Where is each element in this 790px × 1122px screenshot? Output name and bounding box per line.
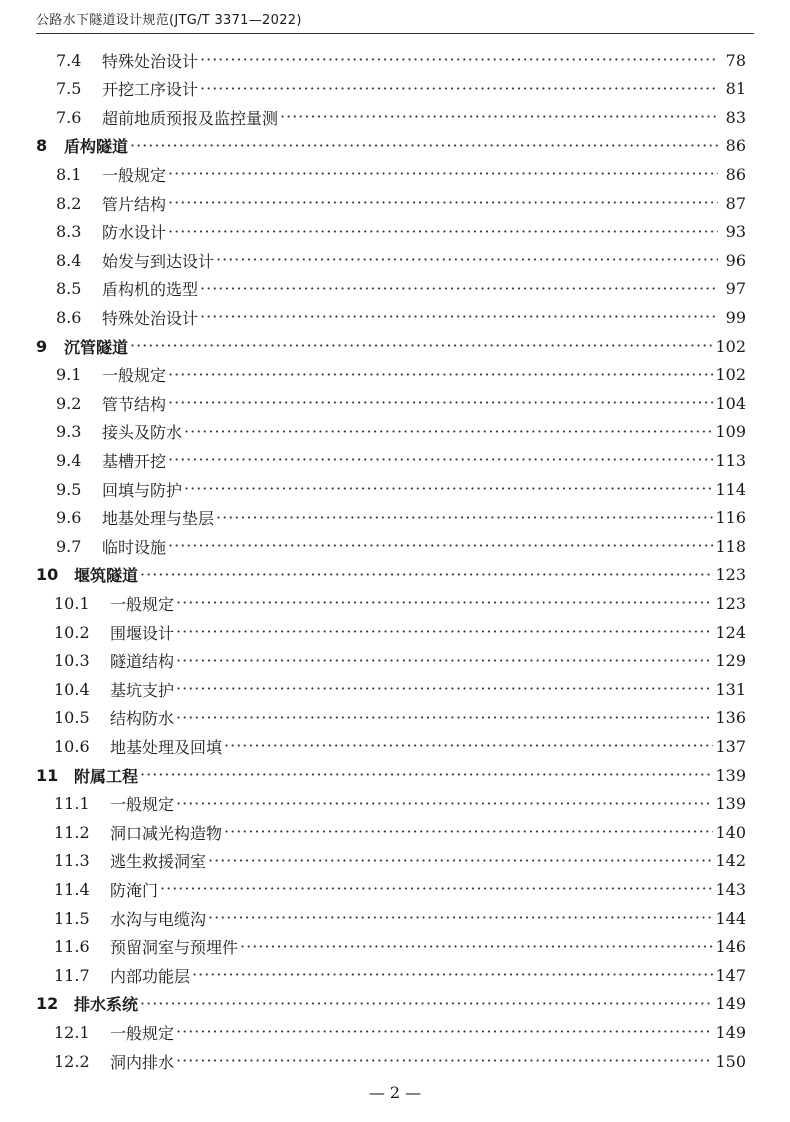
toc-section-entry[interactable] [54, 961, 746, 989]
toc-entry-title: 一般规定 [110, 594, 175, 614]
toc-entry-page: 102 [715, 365, 746, 385]
toc-entry-title: 沉管隧道 [64, 337, 129, 357]
toc-leader-dots [176, 679, 713, 699]
toc-entry-page: 86 [725, 164, 746, 184]
toc-section-entry[interactable] [56, 275, 746, 303]
toc-leader-dots [200, 50, 718, 70]
toc-section-entry[interactable] [54, 647, 746, 675]
toc-entry-page: 78 [725, 50, 746, 70]
toc-entry-number: 11.7 [54, 965, 90, 985]
toc-entry-number: 8 [36, 136, 48, 156]
toc-entry-number: 10.1 [54, 593, 90, 613]
toc-entry-page: 116 [715, 508, 746, 528]
toc-leader-dots [168, 450, 713, 470]
toc-leader-dots [168, 164, 718, 184]
toc-entry-page: 136 [715, 708, 746, 728]
toc-entry-number: 12.1 [54, 1022, 90, 1042]
toc-entry-number: 8.6 [56, 307, 82, 327]
toc-leader-dots [176, 1022, 713, 1042]
toc-entry-number: 10.5 [54, 708, 90, 728]
toc-section-entry[interactable] [56, 504, 746, 532]
toc-entry-title: 洞内排水 [110, 1052, 175, 1072]
toc-section-entry[interactable] [54, 704, 746, 732]
toc-entry-page: 123 [715, 593, 746, 613]
toc-entry-number: 9.5 [56, 479, 82, 499]
toc-entry-page: 104 [715, 393, 746, 413]
toc-leader-dots [168, 193, 718, 213]
toc-section-entry[interactable] [54, 818, 746, 846]
toc-section-entry[interactable] [56, 75, 746, 103]
toc-section-entry[interactable] [56, 446, 746, 474]
toc-section-entry[interactable] [56, 246, 746, 274]
toc-entry-page: 93 [725, 222, 746, 242]
toc-entry-number: 9.1 [56, 365, 82, 385]
toc-section-entry[interactable] [56, 218, 746, 246]
toc-entry-number: 11 [36, 765, 59, 785]
toc-entry-number: 8.2 [56, 193, 82, 213]
toc-entry-number: 9 [36, 336, 48, 356]
toc-entry-title: 内部功能层 [110, 966, 191, 986]
toc-entry-number: 9.4 [56, 450, 82, 470]
toc-leader-dots [224, 822, 713, 842]
page-number: — 2 — [368, 1083, 422, 1102]
toc-entry-number: 8.5 [56, 279, 82, 299]
toc-leader-dots [176, 622, 713, 642]
toc-leader-dots [216, 508, 713, 528]
toc-section-entry[interactable] [56, 160, 746, 188]
toc-chapter-entry[interactable] [36, 561, 746, 589]
toc-entry-title: 一般规定 [110, 1023, 175, 1043]
toc-entry-number: 9.7 [56, 536, 82, 556]
toc-entry-number: 11.6 [54, 937, 90, 957]
toc-entry-title: 洞口减光构造物 [110, 823, 223, 843]
toc-leader-dots [216, 250, 718, 270]
toc-entry-page: 147 [715, 965, 746, 985]
toc-section-entry[interactable] [54, 675, 746, 703]
toc-entry-title: 基槽开挖 [102, 451, 167, 471]
toc-entry-page: 149 [715, 1022, 746, 1042]
toc-entry-title: 特殊处治设计 [102, 51, 199, 71]
toc-leader-dots [184, 422, 713, 442]
toc-entry-number: 11.4 [54, 879, 90, 899]
toc-entry-title: 结构防水 [110, 709, 175, 729]
toc-section-entry[interactable] [54, 904, 746, 932]
toc-entry-page: 87 [725, 193, 746, 213]
toc-entry-page: 109 [715, 422, 746, 442]
toc-section-entry[interactable] [56, 361, 746, 389]
toc-leader-dots [168, 536, 713, 556]
toc-leader-dots [200, 79, 718, 99]
toc-entry-title: 特殊处治设计 [102, 308, 199, 328]
header-rule [36, 33, 754, 34]
toc-entry-page: 123 [715, 565, 746, 585]
toc-entry-title: 一般规定 [102, 366, 167, 386]
toc-leader-dots [160, 879, 713, 899]
toc-entry-title: 一般规定 [110, 795, 175, 815]
toc-entry-title: 管节结构 [102, 394, 167, 414]
toc-section-entry[interactable] [54, 847, 746, 875]
toc-entry-title: 开挖工序设计 [102, 80, 199, 100]
toc-leader-dots [208, 908, 713, 928]
toc-entry-title: 隧道结构 [110, 652, 175, 672]
toc-leader-dots [168, 222, 718, 242]
toc-entry-page: 139 [715, 765, 746, 785]
toc-entry-title: 排水系统 [74, 995, 139, 1015]
toc-entry-title: 盾构隧道 [64, 137, 129, 157]
toc-entry-page: 83 [725, 107, 746, 127]
toc-entry-number: 11.2 [54, 822, 90, 842]
toc-entry-number: 10.6 [54, 736, 90, 756]
toc-entry-page: 137 [715, 736, 746, 756]
toc-entry-page: 149 [715, 994, 746, 1014]
toc-leader-dots [192, 965, 713, 985]
toc-entry-page: 81 [725, 79, 746, 99]
toc-entry-title: 临时设施 [102, 537, 167, 557]
toc-entry-page: 150 [715, 1051, 746, 1071]
toc-entry-title: 超前地质预报及监控量测 [102, 108, 279, 128]
toc-entry-page: 124 [715, 622, 746, 642]
toc-entry-page: 97 [725, 279, 746, 299]
toc-leader-dots [168, 393, 713, 413]
toc-entry-number: 8.3 [56, 222, 82, 242]
toc-section-entry[interactable] [56, 46, 746, 74]
toc-entry-page: 86 [725, 136, 746, 156]
toc-leader-dots [168, 365, 713, 385]
toc-leader-dots [140, 765, 713, 785]
toc-entry-page: 99 [725, 307, 746, 327]
toc-entry-number: 12 [36, 994, 59, 1014]
toc-section-entry[interactable] [56, 475, 746, 503]
toc-entry-number: 7.5 [56, 79, 82, 99]
toc-entry-number: 7.4 [56, 50, 82, 70]
toc-entry-number: 10.2 [54, 622, 90, 642]
toc-entry-page: 118 [715, 536, 746, 556]
toc-entry-title: 防淹门 [110, 880, 159, 900]
toc-leader-dots [140, 994, 713, 1014]
toc-entry-title: 逃生救援洞室 [110, 852, 207, 872]
toc-entry-page: 139 [715, 794, 746, 814]
toc-section-entry[interactable] [56, 303, 746, 331]
toc-entry-title: 接头及防水 [102, 423, 183, 443]
toc-entry-page: 143 [715, 879, 746, 899]
toc-entry-number: 11.3 [54, 851, 90, 871]
toc-entry-number: 7.6 [56, 107, 82, 127]
toc-section-entry[interactable] [54, 1018, 746, 1046]
toc-section-entry[interactable] [56, 532, 746, 560]
toc-entry-title: 回填与防护 [102, 480, 183, 500]
toc-entry-number: 9.6 [56, 508, 82, 528]
toc-entry-number: 8.4 [56, 250, 82, 270]
toc-section-entry[interactable] [54, 618, 746, 646]
toc-entry-title: 始发与到达设计 [102, 251, 215, 271]
toc-leader-dots [280, 107, 718, 127]
toc-entry-title: 水沟与电缆沟 [110, 909, 207, 929]
toc-section-entry[interactable] [54, 790, 746, 818]
toc-entry-title: 盾构机的选型 [102, 280, 199, 300]
toc-leader-dots [176, 708, 713, 728]
toc-leader-dots [140, 565, 713, 585]
toc-chapter-entry[interactable] [36, 332, 746, 360]
toc-entry-title: 围堰设计 [110, 623, 175, 643]
toc-entry-title: 一般规定 [102, 165, 167, 185]
toc-leader-dots [240, 937, 713, 957]
toc-entry-title: 管片结构 [102, 194, 167, 214]
toc-section-entry[interactable] [54, 933, 746, 961]
toc-entry-page: 114 [715, 479, 746, 499]
toc-entry-title: 附属工程 [74, 766, 139, 786]
toc-entry-title: 地基处理与垫层 [102, 509, 215, 529]
toc-entry-title: 防水设计 [102, 223, 167, 243]
toc-entry-page: 146 [715, 937, 746, 957]
toc-chapter-entry[interactable] [36, 761, 746, 789]
toc-leader-dots [176, 651, 713, 671]
toc-entry-page: 142 [715, 851, 746, 871]
toc-leader-dots [130, 336, 713, 356]
toc-section-entry[interactable] [56, 389, 746, 417]
toc-entry-number: 11.1 [54, 794, 90, 814]
toc-leader-dots [208, 851, 713, 871]
toc-leader-dots [224, 736, 713, 756]
toc-entry-number: 10.4 [54, 679, 90, 699]
toc-entry-title: 堰筑隧道 [74, 566, 139, 586]
toc-entry-page: 140 [715, 822, 746, 842]
toc-entry-page: 144 [715, 908, 746, 928]
toc-leader-dots [176, 1051, 713, 1071]
toc-entry-number: 8.1 [56, 164, 82, 184]
toc-leader-dots [130, 136, 718, 156]
toc-entry-number: 12.2 [54, 1051, 90, 1071]
toc-entry-title: 基坑支护 [110, 680, 175, 700]
toc-leader-dots [200, 307, 718, 327]
toc-chapter-entry[interactable] [36, 132, 746, 160]
toc-entry-number: 9.3 [56, 422, 82, 442]
toc-entry-number: 10.3 [54, 651, 90, 671]
toc-section-entry[interactable] [54, 589, 746, 617]
toc-entry-number: 10 [36, 565, 59, 585]
toc-leader-dots [176, 593, 713, 613]
toc-entry-number: 11.5 [54, 908, 90, 928]
toc-entry-title: 地基处理及回填 [110, 737, 223, 757]
toc-leader-dots [184, 479, 713, 499]
toc-entry-page: 113 [715, 450, 746, 470]
toc-section-entry[interactable] [56, 189, 746, 217]
toc-entry-title: 预留洞室与预埋件 [110, 938, 239, 958]
toc-section-entry[interactable] [56, 418, 746, 446]
toc-section-entry[interactable] [54, 1047, 746, 1075]
toc-section-entry[interactable] [56, 103, 746, 131]
toc-entry-page: 96 [725, 250, 746, 270]
toc-entry-page: 131 [715, 679, 746, 699]
toc-section-entry[interactable] [54, 732, 746, 760]
toc-leader-dots [176, 794, 713, 814]
toc-entry-page: 129 [715, 651, 746, 671]
toc-section-entry[interactable] [54, 875, 746, 903]
running-header: 公路水下隧道设计规范(JTG/T 3371—2022) [36, 13, 302, 28]
toc-entry-number: 9.2 [56, 393, 82, 413]
toc-leader-dots [200, 279, 718, 299]
toc-entry-page: 102 [715, 336, 746, 356]
toc-chapter-entry[interactable] [36, 990, 746, 1018]
